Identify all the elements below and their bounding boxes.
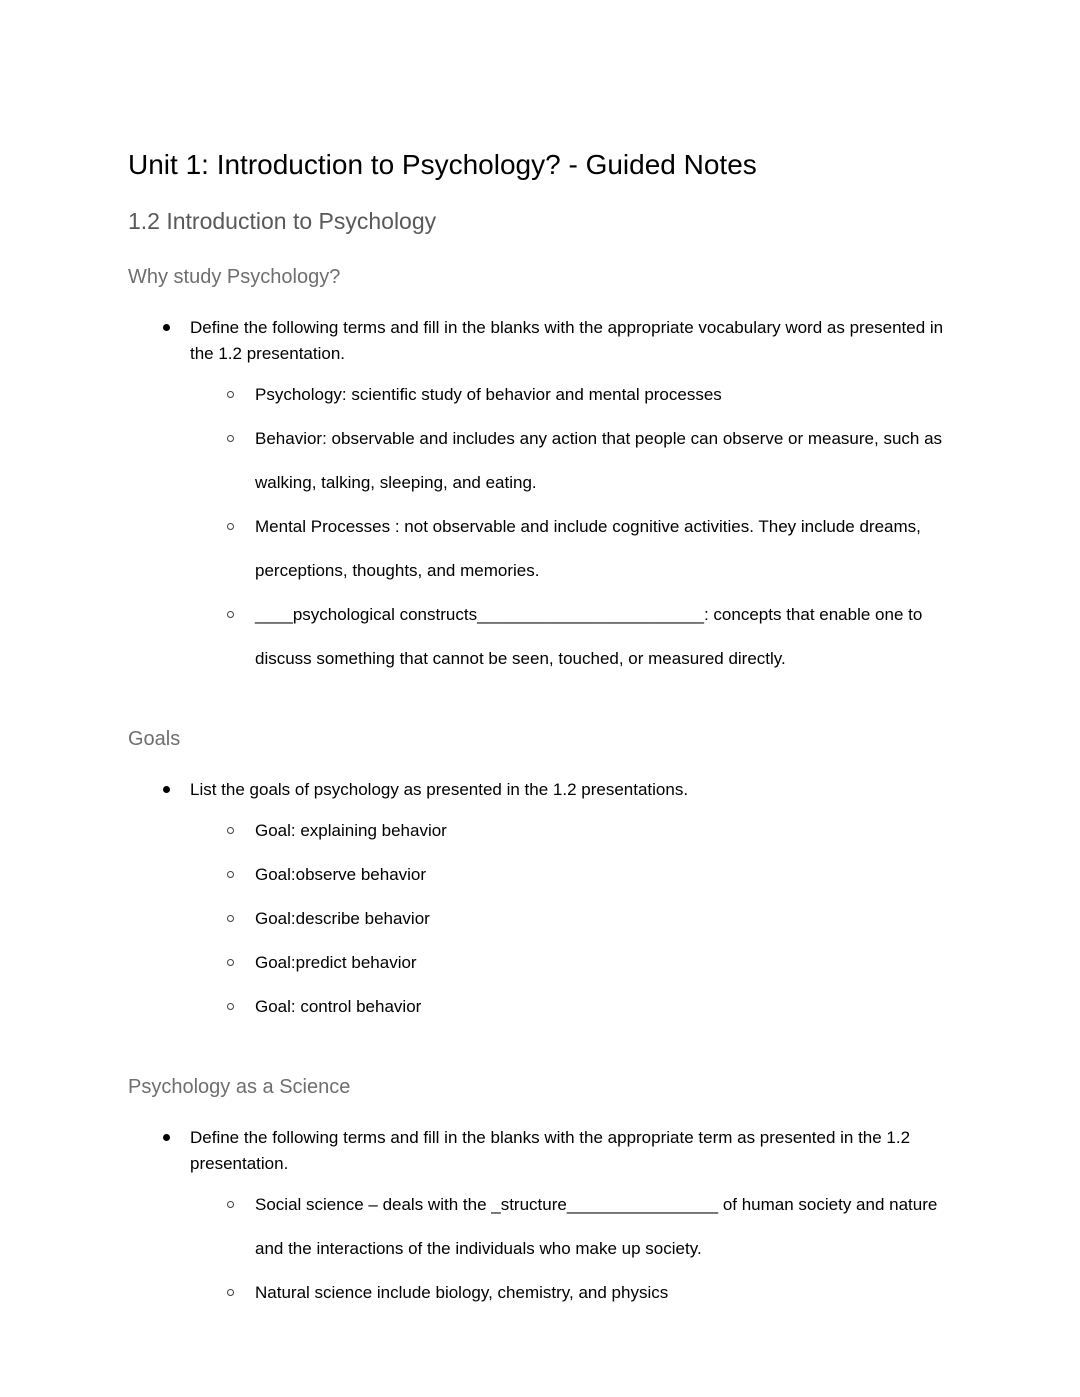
heading-psychology-as-a-science: Psychology as a Science xyxy=(128,1076,351,1099)
document-title: Unit 1: Introduction to Psychology? - Guided Notes xyxy=(128,149,757,180)
hollow-bullet-icon xyxy=(227,523,234,530)
sub-bullet-text: Goal:describe behavior xyxy=(255,909,430,929)
hollow-bullet-icon xyxy=(227,959,234,966)
bullet-list xyxy=(128,777,958,1029)
bullet-item xyxy=(190,315,958,681)
section-why-study-psychology xyxy=(128,265,958,681)
sub-bullet-item xyxy=(255,985,958,1029)
sub-bullet-text: Goal: control behavior xyxy=(255,997,422,1017)
bullet-list xyxy=(128,1125,958,1315)
sub-bullet-text: Goal:predict behavior xyxy=(255,953,417,973)
document-subtitle: 1.2 Introduction to Psychology xyxy=(128,207,437,234)
sub-bullet-item xyxy=(255,1183,958,1271)
filled-bullet-icon xyxy=(163,324,170,331)
bullet-item xyxy=(190,777,958,1029)
bullet-text: Define the following terms and fill in the blanks with the appropriate vocabulary word as presented in the 1.2 presentation. xyxy=(190,318,944,364)
hollow-bullet-icon xyxy=(227,915,234,922)
hollow-bullet-icon xyxy=(227,611,234,618)
sub-bullet-item xyxy=(255,417,958,505)
sub-bullet-list xyxy=(190,1183,958,1315)
sub-bullet-text: Mental Processes : not observable and include cognitive activities. They include dreams, perceptions, thoughts, and memories. xyxy=(255,517,921,581)
bullet-item xyxy=(190,1125,958,1315)
sub-bullet-text: Social science – deals with the _structure________________ of human society and nature and the interactions of the individuals who make up society. xyxy=(255,1195,938,1259)
bullet-list xyxy=(128,315,958,681)
sub-bullet-text: ____psychological constructs________________________: concepts that enable one to discuss something that cannot be seen, touched, or measured directly. xyxy=(255,605,923,669)
sub-bullet-item xyxy=(255,809,958,853)
hollow-bullet-icon xyxy=(227,827,234,834)
sub-bullet-item xyxy=(255,853,958,897)
sub-bullet-item xyxy=(255,373,958,417)
sub-bullet-list xyxy=(190,809,958,1029)
sub-bullet-item xyxy=(255,897,958,941)
heading-goals: Goals xyxy=(128,728,181,751)
heading-why-study-psychology: Why study Psychology? xyxy=(128,266,341,289)
hollow-bullet-icon xyxy=(227,391,234,398)
sub-bullet-text: Behavior: observable and includes any action that people can observe or measure, such as walking, talking, sleeping, and eating. xyxy=(255,429,943,493)
section-psychology-as-a-science xyxy=(128,1075,958,1315)
sub-bullet-item xyxy=(255,505,958,593)
sub-bullet-item xyxy=(255,593,958,681)
sub-bullet-item xyxy=(255,1271,958,1315)
bullet-text: List the goals of psychology as presented in the 1.2 presentations. xyxy=(190,780,689,800)
sub-bullet-list xyxy=(190,373,958,681)
sub-bullet-item xyxy=(255,941,958,985)
hollow-bullet-icon xyxy=(227,871,234,878)
hollow-bullet-icon xyxy=(227,435,234,442)
filled-bullet-icon xyxy=(163,786,170,793)
sub-bullet-text: Goal: explaining behavior xyxy=(255,821,447,841)
sub-bullet-text: Natural science include biology, chemistry, and physics xyxy=(255,1283,669,1303)
hollow-bullet-icon xyxy=(227,1289,234,1296)
section-goals xyxy=(128,727,958,1029)
sub-bullet-text: Goal:observe behavior xyxy=(255,865,427,885)
hollow-bullet-icon xyxy=(227,1201,234,1208)
bullet-text: Define the following terms and fill in the blanks with the appropriate term as presented in the 1.2 presentation. xyxy=(190,1128,911,1174)
filled-bullet-icon xyxy=(163,1134,170,1141)
sub-bullet-text: Psychology: scientific study of behavior and mental processes xyxy=(255,385,722,405)
hollow-bullet-icon xyxy=(227,1003,234,1010)
